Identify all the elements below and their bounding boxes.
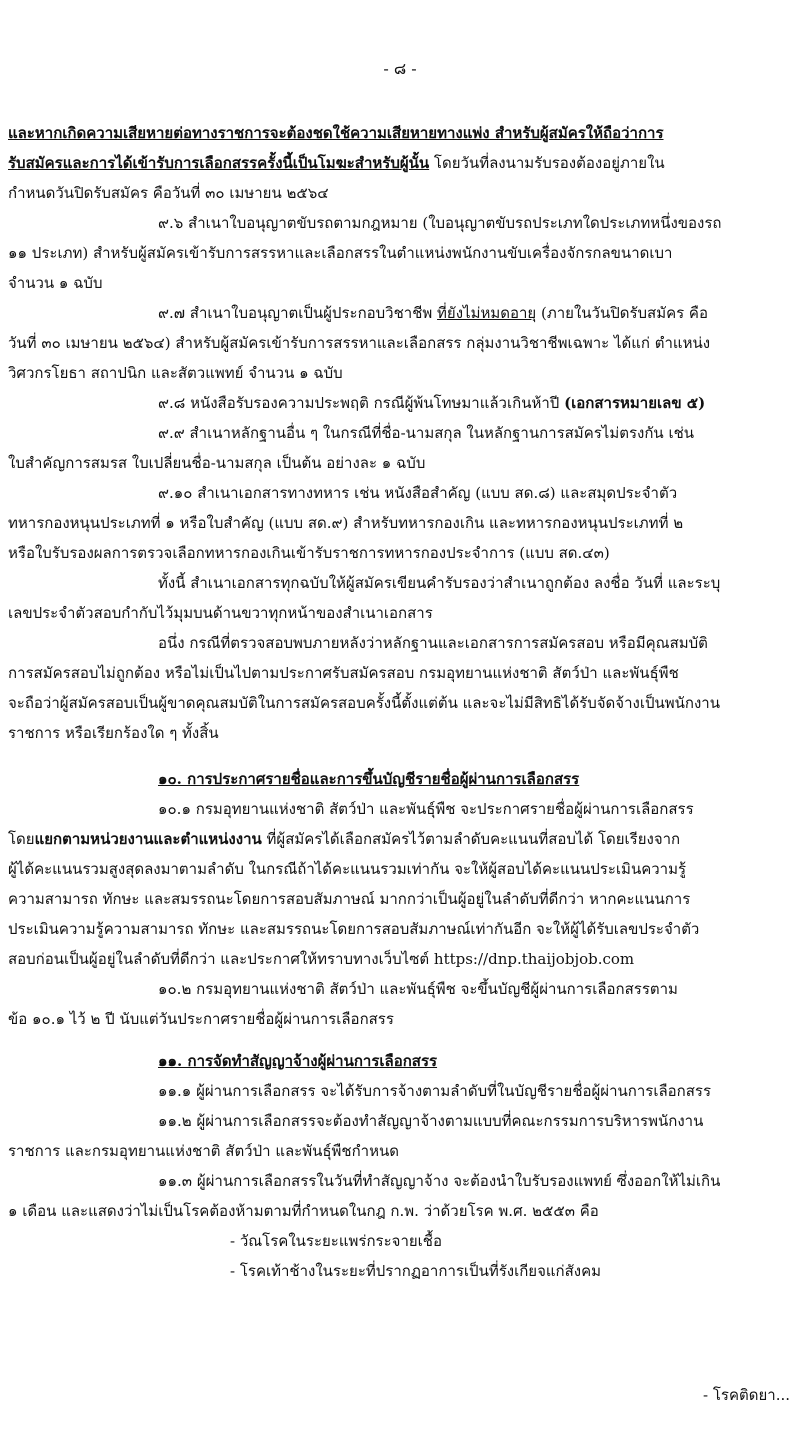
continued-marker: - โรคติดยา... bbox=[703, 1386, 790, 1404]
item-9-9-line-1: ๙.๙ สำเนาหลักฐานอื่น ๆ ในกรณีที่ชื่อ-นามสกุล ในหลักฐานการสมัครไม่ตรงกัน เช่น bbox=[158, 424, 695, 442]
item-9-10-line-1: ๙.๑๐ สำเนาเอกสารทางทหาร เช่น หนังสือสำคัญ (แบบ สด.๘) และสมุดประจำตัว bbox=[158, 484, 678, 502]
note-2-line-3: จะถือว่าผู้สมัครสอบเป็นผู้ขาดคุณสมบัติในการสมัครสอบครั้งนี้ตั้งแต่ต้น และจะไม่มีสิทธิได้รับจัดจ้างเป็นพนักงาน bbox=[8, 694, 720, 712]
item-9-7-line-1 bbox=[8, 298, 792, 328]
item-9-7-underlined: ที่ยังไม่หมดอายุ bbox=[437, 304, 537, 322]
section-10-1-line-6: สอบก่อนเป็นผู้อยู่ในลำดับที่ดีกว่า และประกาศให้ทราบทางเว็บไซต์ https://dnp.thaijobjob.com bbox=[8, 950, 635, 968]
note-1-line-1: ทั้งนี้ สำเนาเอกสารทุกฉบับให้ผู้สมัครเขียนคำรับรองว่าสำเนาถูกต้อง ลงชื่อ วันที่ และระบุ bbox=[158, 574, 721, 592]
section-10-1-line-2 bbox=[8, 824, 792, 854]
section-10-1-line-5: ประเมินความรู้ความสามารถ ทักษะ และสมรรถนะโดยการสอบสัมภาษณ์เท่ากันอีก จะให้ผู้ได้รับเลขประจำตัว bbox=[8, 920, 700, 938]
item-9-7-text-b: (ภายในวันปิดรับสมัคร คือ bbox=[536, 304, 708, 322]
item-9-8-doc-number: (เอกสารหมายเลข ๕) bbox=[564, 394, 706, 412]
section-10-1-by: โดย bbox=[8, 830, 35, 848]
intro-line-3: กำหนดวันปิดรับสมัคร คือวันที่ ๓๐ เมษายน ๒๕๖๔ bbox=[8, 184, 329, 202]
item-9-10-line-2: ทหารกองหนุนประเภทที่ ๑ หรือใบสำคัญ (แบบ สด.๙) สำหรับทหารกองเกิน และทหารกองหนุนประเภทที่ ๒ bbox=[8, 514, 684, 532]
section-11-heading-row bbox=[8, 1046, 792, 1076]
item-9-9-line-2: ใบสำคัญการสมรส ใบเปลี่ยนชื่อ-นามสกุล เป็นต้น อย่างละ ๑ ฉบับ bbox=[8, 454, 426, 472]
section-11-1: ๑๑.๑ ผู้ผ่านการเลือกสรร จะได้รับการจ้างตามลำดับที่ในบัญชีรายชื่อผู้ผ่านการเลือกสรร bbox=[158, 1082, 712, 1100]
section-10-2-line-2: ข้อ ๑๐.๑ ไว้ ๒ ปี นับแต่วันประกาศรายชื่อผู้ผ่านการเลือกสรร bbox=[8, 1010, 394, 1028]
item-9-6-line-3: จำนวน ๑ ฉบับ bbox=[8, 274, 103, 292]
item-9-7-text-a: ๙.๗ สำเนาใบอนุญาตเป็นผู้ประกอบวิชาชีพ bbox=[158, 304, 438, 322]
item-9-8 bbox=[8, 388, 792, 418]
section-10-1-rest: ที่ผู้สมัครได้เลือกสมัครไว้ตามลำดับคะแนนที่สอบได้ โดยเรียงจาก bbox=[261, 830, 681, 848]
section-10-1-line-4: ความสามารถ ทักษะ และสมรรถนะโดยการสอบสัมภาษณ์ มากกว่าเป็นผู้อยู่ในลำดับที่ดีกว่า หากคะแนนการ bbox=[8, 890, 691, 908]
note-2-line-1: อนึ่ง กรณีที่ตรวจสอบพบภายหลังว่าหลักฐานและเอกสารการสมัครสอบ หรือมีคุณสมบัติ bbox=[158, 634, 708, 652]
item-9-6-line-2: ๑๑ ประเภท) สำหรับผู้สมัครเข้ารับการสรรหาและเลือกสรรในตำแหน่งพนักงานขับเครื่องจักรกลขนาดเบา bbox=[8, 244, 673, 262]
item-9-6-line-1: ๙.๖ สำเนาใบอนุญาตขับรถตามกฎหมาย (ใบอนุญาตขับรถประเภทใดประเภทหนึ่งของรถ bbox=[158, 214, 722, 232]
section-11-3-line-1: ๑๑.๓ ผู้ผ่านการเลือกสรรในวันที่ทำสัญญาจ้าง จะต้องนำใบรับรองแพทย์ ซึ่งออกให้ไม่เกิน bbox=[158, 1172, 721, 1190]
page-number: - ๘ - bbox=[383, 59, 417, 78]
intro-void-clause: รับสมัครและการได้เข้ารับการเลือกสรรครั้งนี้เป็นโมฆะสำหรับผู้นั้น bbox=[8, 154, 430, 172]
intro-line-1: และหากเกิดความเสียหายต่อทางราชการจะต้องชดใช้ความเสียหายทางแพ่ง สำหรับผู้สมัครให้ถือว่าการ bbox=[8, 124, 664, 142]
section-10-1-bold: แยกตามหน่วยงานและตำแหน่งงาน bbox=[34, 830, 262, 848]
section-10-heading: ๑๐. การประกาศรายชื่อและการขึ้นบัญชีรายชื่อผู้ผ่านการเลือกสรร bbox=[158, 770, 580, 788]
intro-line-2-rest: โดยวันที่ลงนามรับรองต้องอยู่ภายใน bbox=[429, 154, 665, 172]
section-10-heading-row bbox=[8, 764, 792, 794]
section-11-3-line-2: ๑ เดือน และแสดงว่าไม่เป็นโรคต้องห้ามตามที่กำหนดในกฎ ก.พ. ว่าด้วยโรค พ.ศ. ๒๕๕๓ คือ bbox=[8, 1202, 599, 1220]
section-10-2-line-1: ๑๐.๒ กรมอุทยานแห่งชาติ สัตว์ป่า และพันธุ์พืช จะขึ้นบัญชีผู้ผ่านการเลือกสรรตาม bbox=[158, 980, 678, 998]
item-9-10-line-3: หรือใบรับรองผลการตรวจเลือกทหารกองเกินเข้ารับราชการทหารกองประจำการ (แบบ สด.๔๓) bbox=[8, 544, 610, 562]
section-10-1-line-3: ผู้ได้คะแนนรวมสูงสุดลงมาตามลำดับ ในกรณีถ้าได้คะแนนรวมเท่ากัน จะให้ผู้สอบได้คะแนนประเมินความรู้ bbox=[8, 860, 687, 878]
disease-list-item: - โรคเท้าช้างในระยะที่ปรากฏอาการเป็นที่รังเกียจแก่สังคม bbox=[230, 1262, 602, 1280]
disease-list-item: - วัณโรคในระยะแพร่กระจายเชื้อ bbox=[230, 1232, 442, 1250]
section-10-1-line-1: ๑๐.๑ กรมอุทยานแห่งชาติ สัตว์ป่า และพันธุ์พืช จะประกาศรายชื่อผู้ผ่านการเลือกสรร bbox=[158, 800, 694, 818]
item-9-8-text: ๙.๘ หนังสือรับรองความประพฤติ กรณีผู้พ้นโทษมาแล้วเกินห้าปี bbox=[158, 394, 565, 412]
section-11-2-line-2: ราชการ และกรมอุทยานแห่งชาติ สัตว์ป่า และพันธุ์พืชกำหนด bbox=[8, 1142, 399, 1160]
item-9-7-line-3: วิศวกรโยธา สถาปนิก และสัตวแพทย์ จำนวน ๑ ฉบับ bbox=[8, 364, 343, 382]
item-9-7-line-2: วันที่ ๓๐ เมษายน ๒๕๖๔) สำหรับผู้สมัครเข้ารับการสรรหาและเลือกสรร กลุ่มงานวิชาชีพเฉพาะ ได้แก่ ตำแหน่ง bbox=[8, 334, 711, 352]
note-2-line-2: การสมัครสอบไม่ถูกต้อง หรือไม่เป็นไปตามประกาศรับสมัครสอบ กรมอุทยานแห่งชาติ สัตว์ป่า และพันธุ์พืช bbox=[8, 664, 679, 682]
section-11-2-line-1: ๑๑.๒ ผู้ผ่านการเลือกสรรจะต้องทำสัญญาจ้างตามแบบที่คณะกรรมการบริหารพนักงาน bbox=[158, 1112, 704, 1130]
document-body bbox=[8, 118, 792, 1286]
note-2-line-4: ราชการ หรือเรียกร้องใด ๆ ทั้งสิ้น bbox=[8, 724, 219, 742]
section-11-heading: ๑๑. การจัดทำสัญญาจ้างผู้ผ่านการเลือกสรร bbox=[158, 1052, 438, 1070]
intro-line-2 bbox=[8, 148, 792, 178]
note-1-line-2: เลขประจำตัวสอบกำกับไว้มุมบนด้านขวาทุกหน้าของสำเนาเอกสาร bbox=[8, 604, 433, 622]
